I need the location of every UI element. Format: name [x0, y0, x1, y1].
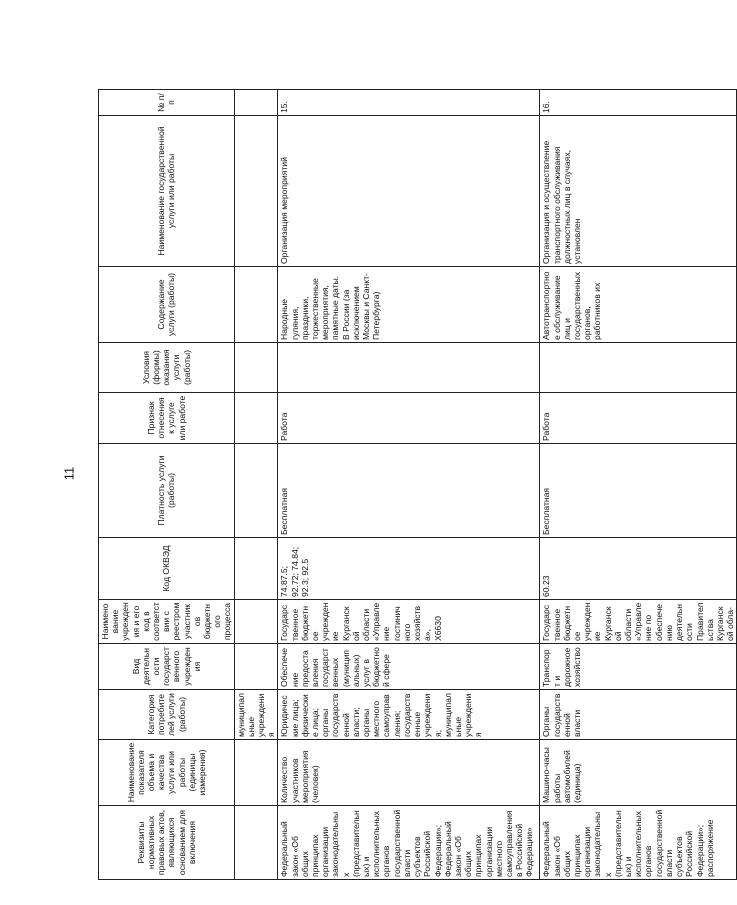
cell-okved: 74.87.5; 92.72; 74.84; 92.3; 92.5	[278, 538, 540, 600]
cell-conditions	[540, 343, 737, 393]
header-name: Наименование государственной услуги или работы	[99, 116, 235, 267]
cell-sign: Работа	[278, 393, 540, 444]
header-num: № п/п	[99, 90, 235, 116]
cell-payment: Бесплатная	[278, 444, 540, 538]
cell-name: Организация мероприятий	[278, 116, 540, 267]
cell-payment: Бесплатная	[540, 444, 737, 538]
carry-over-row	[234, 90, 278, 880]
cell-acts: Федеральный закон «Об общих принципах организации законодательных (представительных) и исполнительных органов государственной власти субъектов Российской Федерации»; Федеральный закон «Об общих принципах организации местного самоуправления в Российской Федерации»	[278, 806, 540, 880]
page-number: 11	[61, 466, 77, 481]
header-institution: Наименование учреждения и его код в соответствии с реестром участников бюджетного процесса	[99, 600, 235, 644]
cell-okved: 60.23	[540, 538, 737, 600]
header-payment: Платность услуги (работы)	[99, 444, 235, 538]
services-table	[98, 89, 737, 880]
cell-consumer: Юридические лица; физические лица; органы государственной власти; органы местного самоуправления; государственные учреждения; муниципальные учреждения	[278, 690, 540, 740]
cell-num: 15.	[278, 90, 540, 116]
header-content: Содержание услуги (работы)	[99, 267, 235, 343]
table-row	[540, 90, 737, 880]
cell-num: 16.	[540, 90, 737, 116]
carry-over-consumer: муниципальные учреждения	[234, 690, 278, 740]
header-acts: Реквизиты нормативных правовых актов, являющихся основанием для включения	[99, 806, 235, 880]
header-okved: Код ОКВЭД	[99, 538, 235, 600]
cell-content: Автотранспортное обслуживание лиц и государственных органов, работников их	[540, 267, 737, 343]
cell-acts: Федеральный закон «Об общих принципах организации законодательных (представительных) и исполнительных органов государственной власти субъектов Российской Федерации»; распоряжение	[540, 806, 737, 880]
rotated-table-container	[98, 90, 736, 880]
cell-consumer: Органы государственной власти	[540, 690, 737, 740]
cell-conditions	[278, 343, 540, 393]
header-consumer: Категория потребителей услуги (работы)	[99, 690, 235, 740]
cell-indicator: Машино-часы работы автомобилей (единица)	[540, 740, 737, 806]
cell-content: Народные гуляния, праздники, торжественные мероприятия, памятные даты. В России (за исключением Москвы и Санкт-Петербурга)	[278, 267, 540, 343]
cell-name: Организация и осуществление транспортного обслуживания должностных лиц в случаях, установлен	[540, 116, 737, 267]
cell-indicator: Количество участников мероприятия (человек)	[278, 740, 540, 806]
header-sign: Признак отнесения к услуге или работе	[99, 393, 235, 444]
cell-activity: Обеспечение предоставления государственных (муниципальных) услуг в бюджетной сфере	[278, 644, 540, 690]
cell-institution: Государственное бюджетное учреждение Курганской области «Управление по обеспечению деятельности Правительства Курганской обла-	[540, 600, 737, 644]
table-header-row	[99, 90, 235, 880]
cell-activity: Транспорт и дорожное хозяйство	[540, 644, 737, 690]
table-row	[278, 90, 540, 880]
cell-institution: Государственное бюджетное учреждение Курганской области «Управление гостиничного хозяйства», Х6630	[278, 600, 540, 644]
header-conditions: Условия (формы) оказания услуги (работы)	[99, 343, 235, 393]
cell-sign: Работа	[540, 393, 737, 444]
header-activity: Вид деятельности государственного учреждения	[99, 644, 235, 690]
header-indicator: Наименование показателя объема и качества услуги или работы (единицы измерения)	[99, 740, 235, 806]
